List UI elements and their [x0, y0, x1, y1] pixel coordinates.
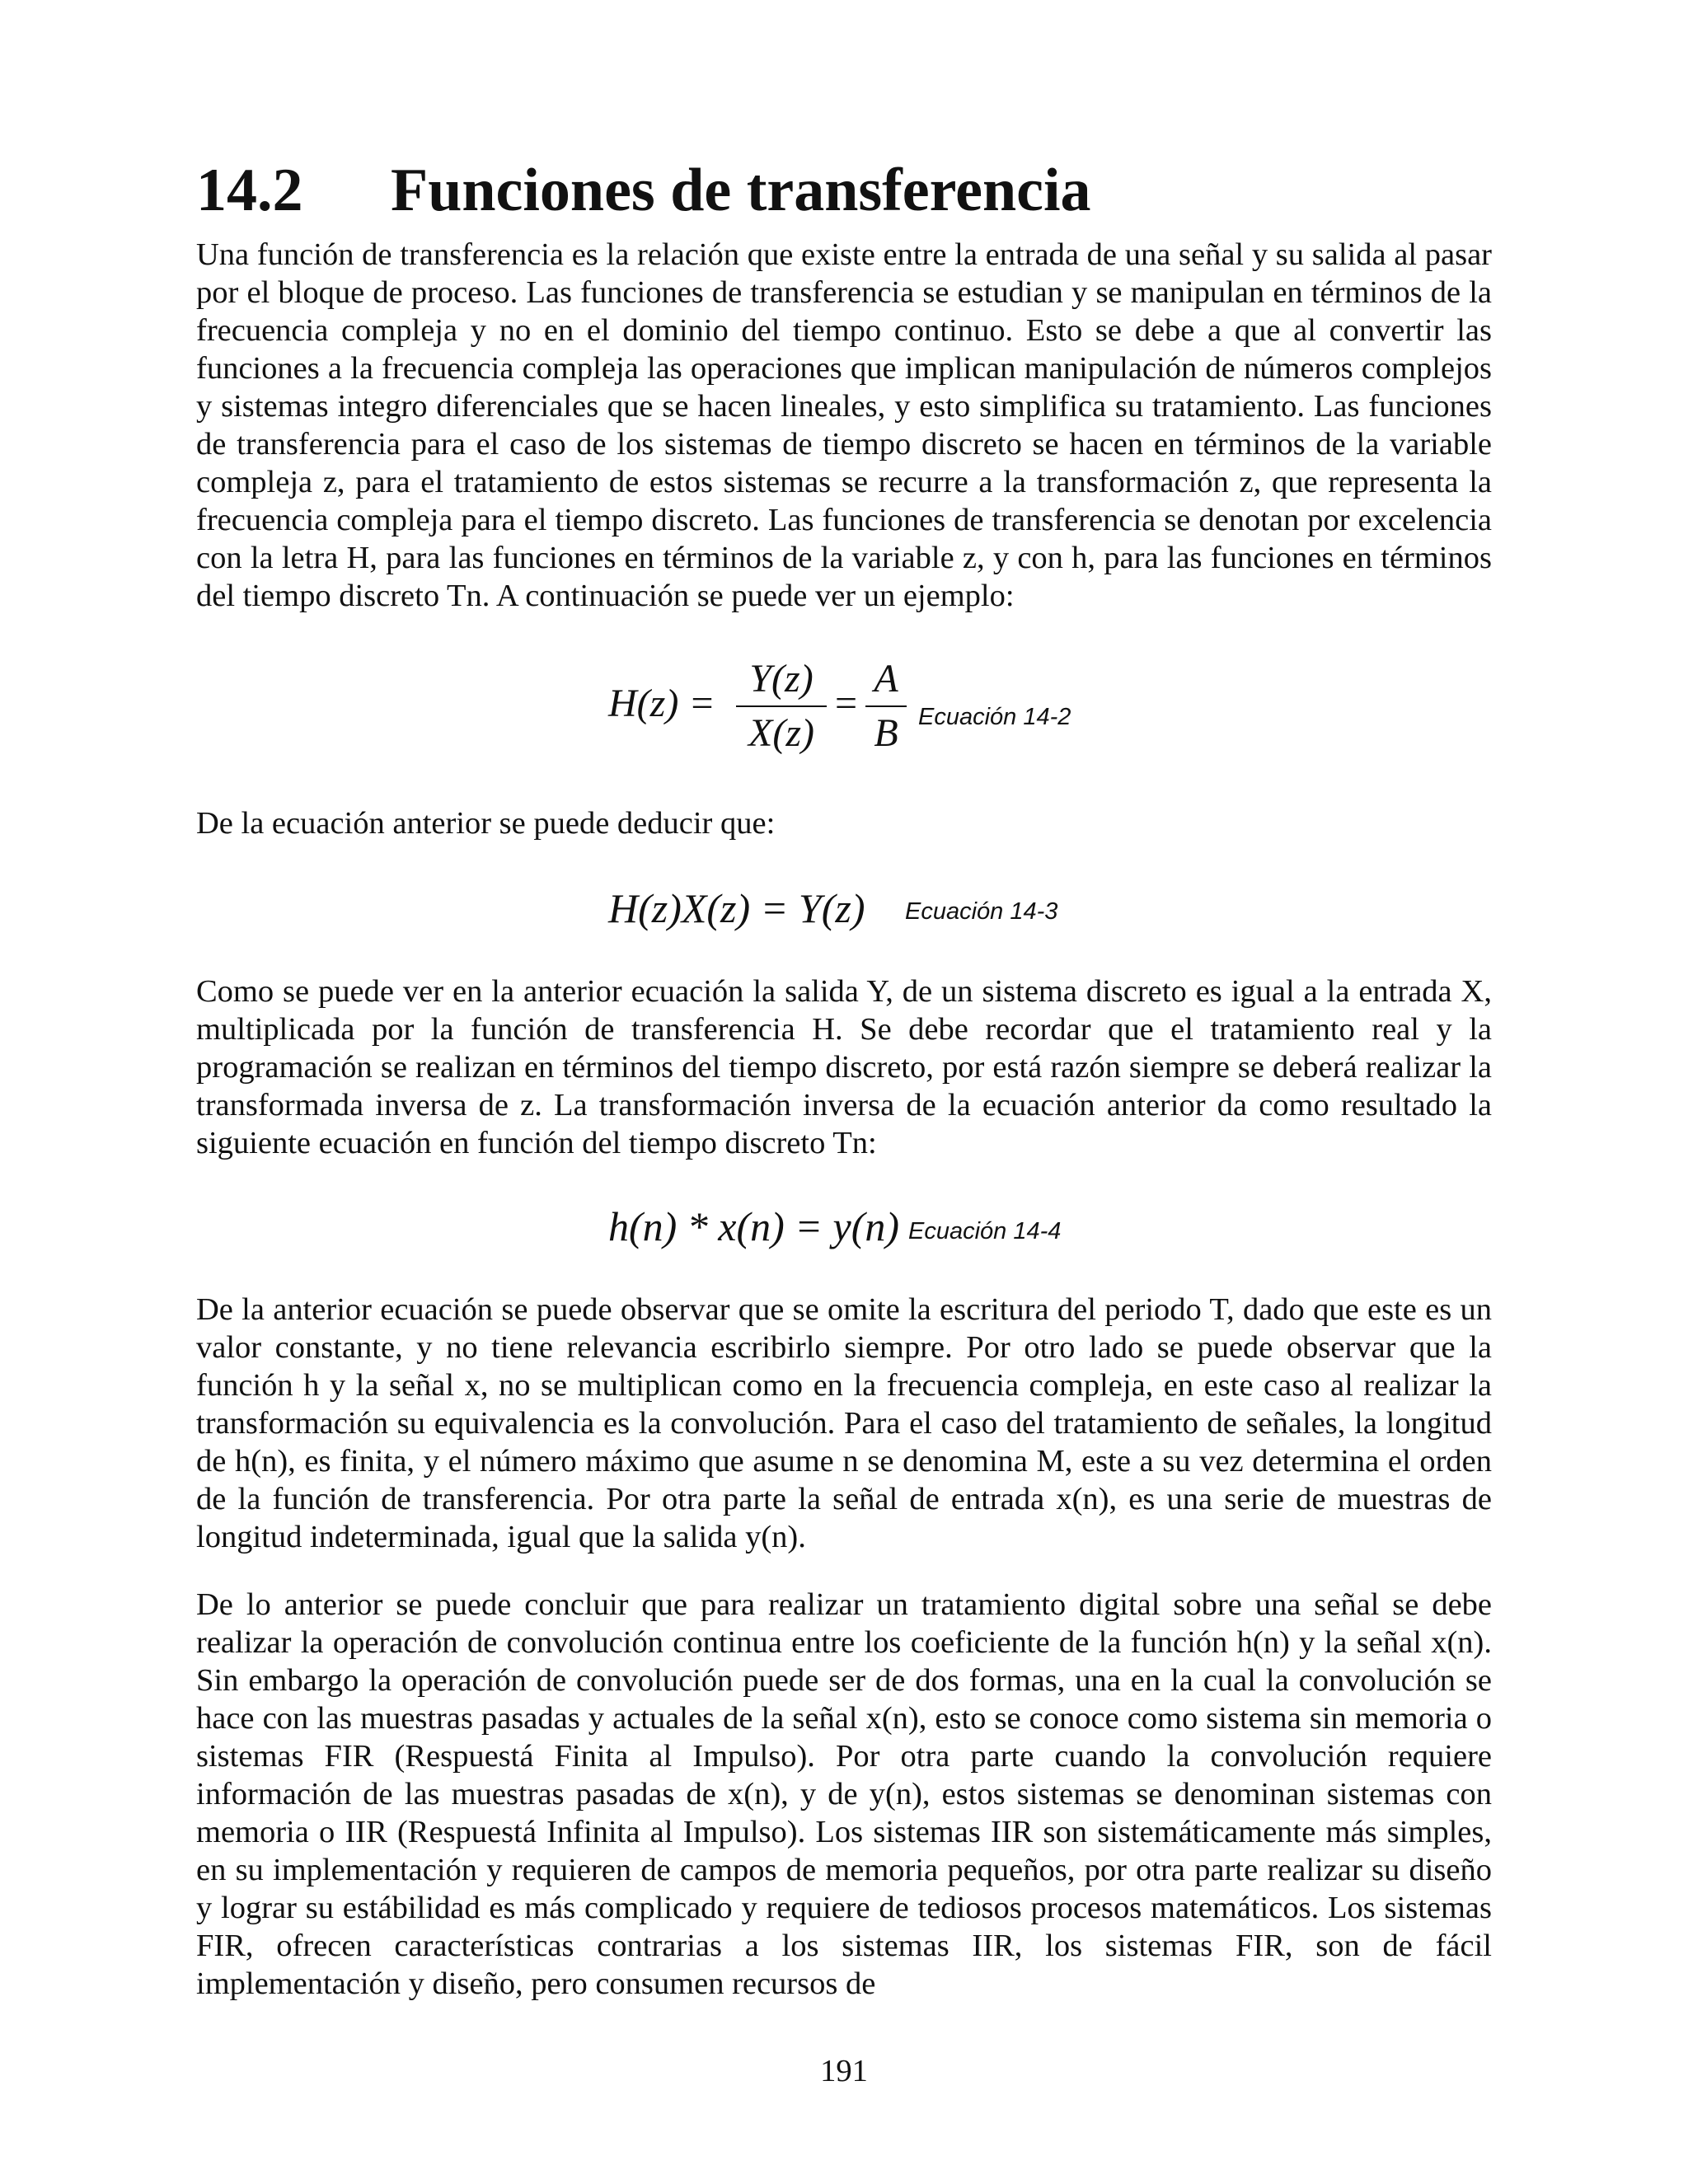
paragraph-2: De la ecuación anterior se puede deducir que: — [196, 806, 776, 841]
equation-14-3-expression: H(z)X(z) = Y(z) — [608, 885, 865, 931]
fraction-bar — [736, 705, 827, 707]
equation-14-2-fraction-1 — [736, 656, 827, 757]
document-page — [196, 0, 1492, 2184]
paragraph-1: Una función de transferencia es la relación que existe entre la entrada de una señal y su salida al pasar por el bloque de proceso. Las funciones de transferencia se estudian y se manipulan en términos de la frecuencia compleja y no en el dominio del tiempo continuo. Esto se debe a que al convertir las funciones a la frecuencia compleja las operaciones que implican manipulación de números complejos y sistemas integro diferenciales que se hacen lineales, y esto simplifica su tratamiento. Las funciones de transferencia para el caso de los sistemas de tiempo discreto se hacen en términos de la variable compleja z, para el tratamiento de estos sistemas se recurre a la transformación z, que representa la frecuencia compleja para el tiempo discreto. Las funciones de transferencia se denotan por excelencia con la letra H, para las funciones en términos de la variable z, y con h, para las funciones en términos del tiempo discreto Tn. A continuación se puede ver un ejemplo: — [196, 237, 1492, 613]
paragraph-4: De la anterior ecuación se puede observar que se omite la escritura del periodo T, dado que este es un valor constante, y no tiene relevancia escribirlo siempre. Por otro lado se puede observar que la función h y la señal x, no se multiplican como en la frecuencia compleja, en este caso al realizar la transformación su equivalencia es la convolución. Para el caso del tratamiento de señales, la longitud de h(n), es finita, y el número máximo que asume n se denomina M, este a su vez determina el orden de la función de transferencia. Por otra parte la señal de entrada x(n), es una serie de muestras de longitud indeterminada, igual que la salida y(n). — [196, 1292, 1492, 1554]
section-heading — [196, 153, 1091, 227]
equation-14-2-lhs: H(z) = — [608, 682, 715, 725]
page-number: 191 — [820, 2054, 868, 2088]
equation-14-4-expression: h(n) * x(n) = y(n) — [608, 1203, 900, 1249]
equation-14-2-denominator-1: X(z) — [748, 711, 814, 755]
paragraph-3: Como se puede ver en la anterior ecuación la salida Y, de un sistema discreto es igual a la entrada X, multiplicada por la función de transferencia H. Se debe recordar que el tratamiento real y la programación se realizan en términos del tiempo discreto, por está razón siempre se deberá realizar la transformada inversa de z. La transformación inversa de la ecuación anterior da como resultado la siguiente ecuación en función del tiempo discreto Tn: — [196, 974, 1492, 1160]
equation-14-2-numerator-1: Y(z) — [749, 657, 814, 701]
equation-14-2-label: Ecuación 14-2 — [918, 704, 1071, 730]
section-title: Funciones de transferencia — [391, 157, 1091, 224]
equation-14-2-numerator-2: A — [874, 657, 898, 701]
equation-14-4-label: Ecuación 14-4 — [908, 1218, 1062, 1244]
equation-14-2-fraction-2 — [865, 656, 907, 757]
paragraph-5: De lo anterior se puede concluir que para realizar un tratamiento digital sobre una señal se debe realizar la operación de convolución continua entre los coeficiente de la función h(n) y la señal x(n). Sin embargo la operación de convolución puede ser de dos formas, una en la cual la convolución se hace con las muestras pasadas y actuales de la señal x(n), esto se conoce como sistema sin memoria o sistemas FIR (Respuestá Finita al Impulso). Por otra parte cuando la convolución requiere información de las muestras pasadas de x(n), y de y(n), estos sistemas se denominan sistemas con memoria o IIR (Respuestá Infinita al Impulso). Los sistemas IIR son sistemáticamente más simples, en su implementación y requieren de campos de memoria pequeños, por otra parte realizar su diseño y lograr su estábilidad es más complicado y requiere de tediosos procesos matemáticos. Los sistemas FIR, ofrecen características contrarias a los sistemas IIR, los sistemas FIR, son de fácil implementación y diseño, pero consumen recursos de — [196, 1587, 1492, 2001]
fraction-bar — [865, 705, 907, 707]
equation-14-2-equals: = — [835, 682, 858, 725]
equation-14-3-label: Ecuación 14-3 — [905, 898, 1058, 925]
equation-14-2-denominator-2: B — [874, 711, 898, 755]
section-number: 14.2 — [196, 157, 303, 224]
